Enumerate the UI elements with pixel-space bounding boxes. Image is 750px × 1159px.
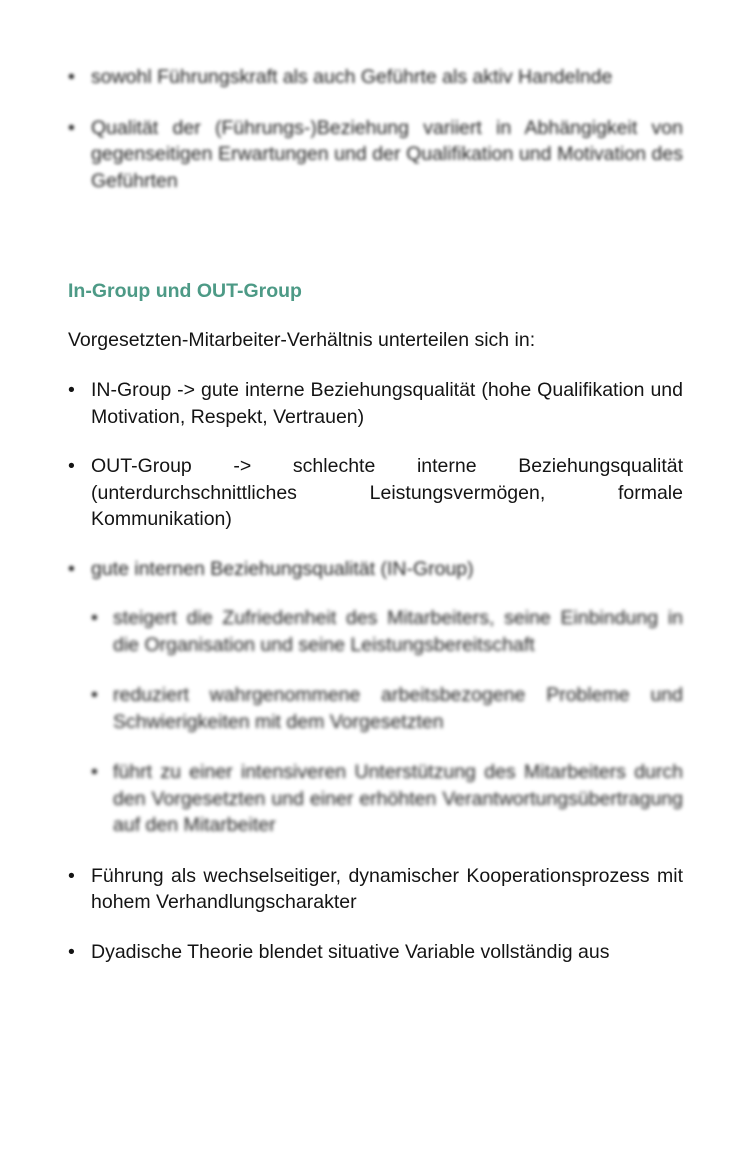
section-intro: Vorgesetzten-Mitarbeiter-Verhältnis unterteilen sich in: bbox=[68, 329, 536, 351]
final-bullet-list bbox=[68, 863, 683, 966]
list-item bbox=[91, 605, 683, 658]
list-item: • IN-Group -> gute interne Beziehungsqualität (hohe Qualifikation und Motivation, Respekt, Vertrauen) bbox=[68, 377, 683, 430]
list-item: • führt zu einer intensiveren Unterstützung des Mitarbeiters durch den Vorgesetzten und einer erhöhten Verantwortungsübertragung auf den Mitarbeiter bbox=[91, 759, 683, 839]
blurred-bullet-list bbox=[68, 556, 683, 583]
list-item: • OUT-Group -> schlechte interne Beziehungsqualität (unterdurchschnittliches Leistungsvermögen, formale Kommunikation) bbox=[68, 453, 683, 533]
list-item: • Qualität der (Führungs-)Beziehung variiert in Abhängigkeit von gegenseitigen Erwartungen und der Qualifikation und Motivation des Geführten bbox=[68, 115, 683, 195]
list-item: • reduziert wahrgenommene arbeitsbezogene Probleme und Schwierigkeiten mit dem Vorgesetzten bbox=[91, 682, 683, 735]
top-bullet-list bbox=[68, 64, 683, 194]
list-item: • sowohl Führungskraft als auch Geführte als aktiv Handelnde bbox=[68, 64, 683, 91]
group-bullet-list bbox=[68, 377, 683, 533]
sub-bullet-list bbox=[91, 605, 683, 839]
section-heading: In-Group und OUT-Group bbox=[68, 280, 302, 302]
sub-bullet-text: steigert die Zufriedenheit des Mitarbeiters, seine Einbindung in die Organisation und seine Leistungsbereitschaft bbox=[113, 607, 683, 656]
list-item: • Dyadische Theorie blendet situative Variable vollständig aus bbox=[68, 939, 683, 966]
list-item: • Führung als wechselseitiger, dynamischer Kooperationsprozess mit hohem Verhandlungscharakter bbox=[68, 863, 683, 916]
list-item: • gute internen Beziehungsqualität (IN-Group) bbox=[68, 556, 683, 583]
document-page bbox=[68, 64, 683, 965]
